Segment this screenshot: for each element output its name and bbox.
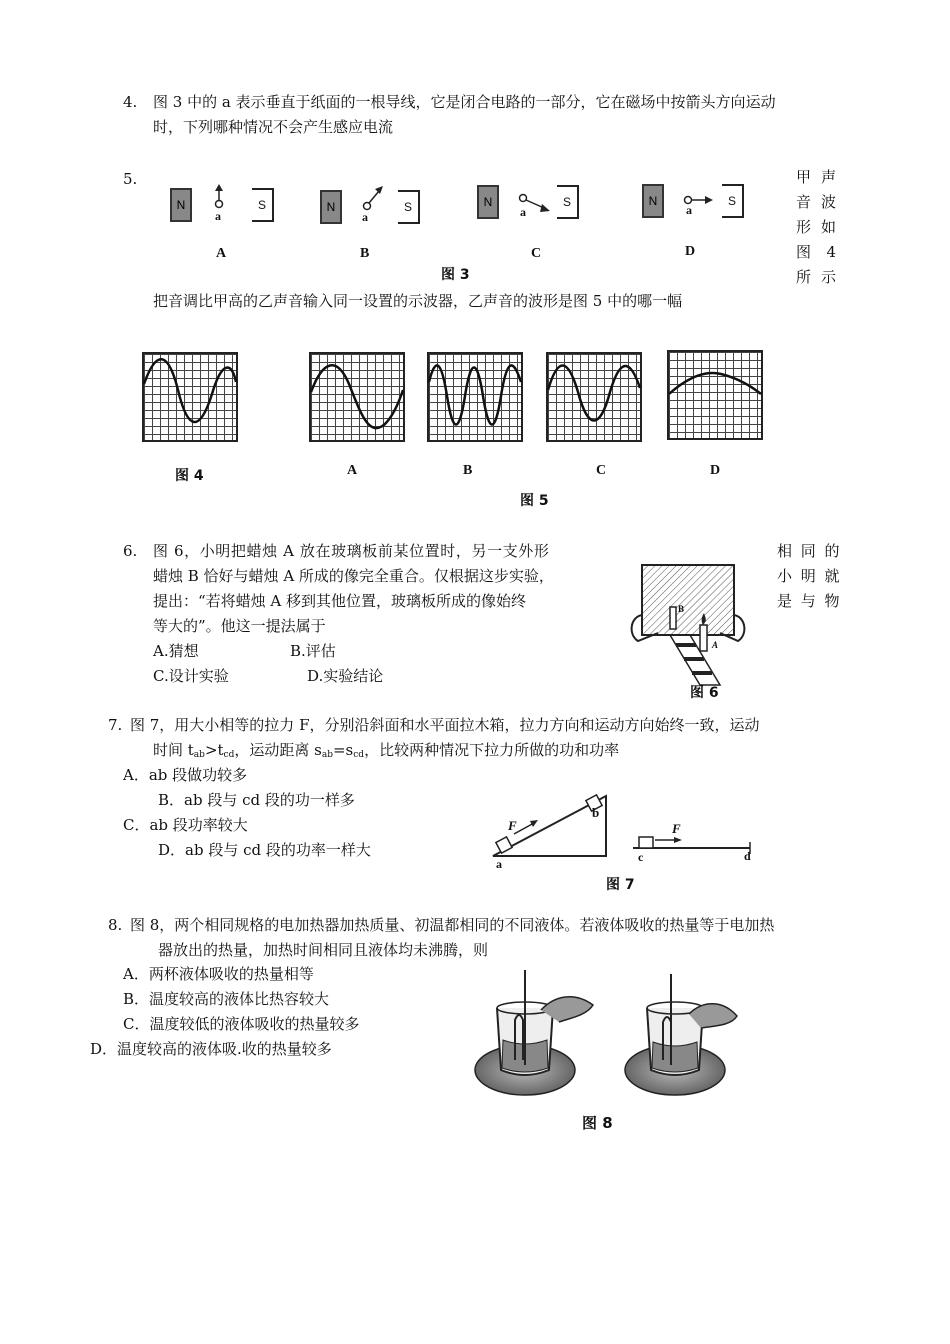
fig3-option-a: A — [216, 246, 227, 261]
q7-text-part: >t — [204, 741, 224, 759]
north-pole-a: N — [170, 188, 192, 222]
point-b-label: b — [592, 805, 600, 820]
south-pole-d: S — [722, 184, 744, 218]
fig5-option-d: D — [710, 463, 721, 478]
wire-label-b: a — [362, 210, 368, 224]
wire-arrow-up-icon — [211, 186, 231, 226]
q5-side-line: 形 如 — [796, 218, 836, 236]
oscilloscope-c — [546, 352, 642, 442]
north-pole-c: N — [477, 185, 499, 219]
q8-option-d: D．温度较高的液体吸.收的热量较多 — [90, 1040, 332, 1058]
fig5-option-a: A — [347, 463, 358, 478]
q4-text-line1: 图 3 中的 a 表示垂直于纸面的一根导线，它是闭合电路的一部分，它在磁场中按箭头方向运动 — [153, 93, 776, 111]
q7-text-line1: 图 7，用大小相等的拉力 F，分别沿斜面和水平面拉木箱，拉力方向和运动方向始终一致，运动 — [130, 716, 760, 734]
q5-side-line: 所 示 — [796, 268, 836, 286]
q6-option-b: B.评估 — [290, 642, 336, 660]
q6-text-line2: 蜡烛 B 恰好与蜡烛 A 所成的像完全重合。仅根据这步实验， — [153, 567, 554, 585]
q5-side-line: 甲 声 — [796, 168, 836, 186]
waveform-fig4 — [142, 352, 238, 442]
q8-option-b: B．温度较高的液体比热容较大 — [123, 990, 330, 1008]
heaters-beakers-drawing — [475, 970, 745, 1105]
q6-option-c: C.设计实验 — [153, 667, 229, 685]
point-d-label: d — [744, 849, 751, 863]
q7-text-part: =s — [332, 741, 354, 759]
south-pole-c: S — [557, 185, 579, 219]
q7-number: 7. — [108, 716, 123, 734]
q8-option-a: A．两杯液体吸收的热量相等 — [123, 965, 314, 983]
fig8-caption: 图 8 — [582, 1114, 613, 1132]
force-label-incline: F — [508, 818, 517, 833]
q8-number: 8. — [108, 916, 123, 934]
subscript: cd — [353, 750, 365, 760]
north-pole-b: N — [320, 190, 342, 224]
subscript: cd — [223, 750, 235, 760]
q8-text-line2: 器放出的热量，加热时间相同且液体均未沸腾，则 — [158, 941, 489, 959]
candle-a-label: A — [712, 640, 719, 650]
glass-plate-candles-drawing — [630, 555, 745, 695]
oscilloscope-a — [309, 352, 405, 442]
wire-label-c: a — [520, 205, 526, 219]
oscilloscope-fig4 — [142, 352, 238, 442]
south-pole-b: S — [398, 190, 420, 224]
q5-number: 5. — [123, 170, 138, 188]
fig7-caption: 图 7 — [606, 877, 635, 893]
q6-option-d: D.实验结论 — [307, 667, 384, 685]
subscript: ab — [193, 750, 205, 760]
q6-option-a: A.猜想 — [153, 642, 199, 660]
q6-text-line4: 等大的”。他这一提法属于 — [153, 617, 326, 635]
fig6-caption: 图 6 — [690, 685, 719, 701]
fig3-option-d: D — [685, 244, 696, 259]
q6-right-line3: 是 与 物 — [777, 592, 842, 610]
q6-text-line1: 图 6，小明把蜡烛 A 放在玻璃板前某位置时，另一支外形 — [153, 542, 550, 560]
force-label-plane: F — [672, 821, 681, 836]
q6-right-line2: 小 明 就 — [777, 567, 842, 585]
q7-option-a: A．ab 段做功较多 — [123, 766, 248, 784]
waveform-c — [546, 352, 642, 442]
fig5-caption: 图 5 — [520, 493, 549, 509]
q7-option-c: C．ab 段功率较大 — [123, 816, 248, 834]
waveform-b — [427, 352, 523, 442]
waveform-d — [667, 350, 763, 440]
north-pole-d: N — [642, 184, 664, 218]
incline-and-plane-drawing — [488, 790, 763, 870]
q8-option-c: C．温度较低的液体吸收的热量较多 — [123, 1015, 360, 1033]
candle-b-label: B — [678, 604, 685, 614]
fig3-option-b: B — [360, 246, 370, 261]
q6-number: 6. — [123, 542, 138, 560]
fig5-option-b: B — [463, 463, 473, 478]
q7-option-d: D．ab 段与 cd 段的功率一样大 — [158, 841, 371, 859]
q7-text-part: 时间 t — [153, 741, 194, 759]
oscilloscope-b — [427, 352, 523, 442]
q7-text-part: ，比较两种情况下拉力所做的功和功率 — [364, 741, 620, 759]
fig5-option-c: C — [596, 463, 607, 478]
q5-side-line: 图 4 — [796, 243, 836, 261]
q5-text: 把音调比甲高的乙声音输入同一设置的示波器，乙声音的波形是图 5 中的哪一幅 — [153, 292, 683, 310]
point-c-label: c — [638, 850, 644, 864]
fig3-option-c: C — [531, 246, 542, 261]
point-a-label: a — [496, 857, 502, 871]
q7-text-line2 — [153, 743, 619, 760]
q7-option-b: B．ab 段与 cd 段的功一样多 — [158, 791, 355, 809]
oscilloscope-d — [667, 350, 763, 440]
q4-text-line2: 时，下列哪种情况不会产生感应电流 — [153, 118, 394, 136]
fig4-caption: 图 4 — [175, 468, 204, 484]
fig3-caption: 图 3 — [441, 267, 470, 283]
q4-number: 4. — [123, 93, 138, 111]
q6-text-line3: 提出：“若将蜡烛 A 移到其他位置，玻璃板所成的像始终 — [153, 592, 527, 610]
q5-side-line: 音 波 — [796, 193, 836, 211]
waveform-a — [309, 352, 405, 442]
wire-label-a: a — [215, 209, 221, 223]
south-pole-a: S — [252, 188, 274, 222]
q7-text-part: ，运动距离 s — [234, 741, 322, 759]
q8-text-line1: 图 8，两个相同规格的电加热器加热质量、初温都相同的不同液体。若液体吸收的热量等于电加热 — [130, 916, 775, 934]
subscript: ab — [321, 750, 333, 760]
q6-right-line1: 相 同 的 — [777, 542, 842, 560]
wire-label-d: a — [686, 203, 692, 217]
